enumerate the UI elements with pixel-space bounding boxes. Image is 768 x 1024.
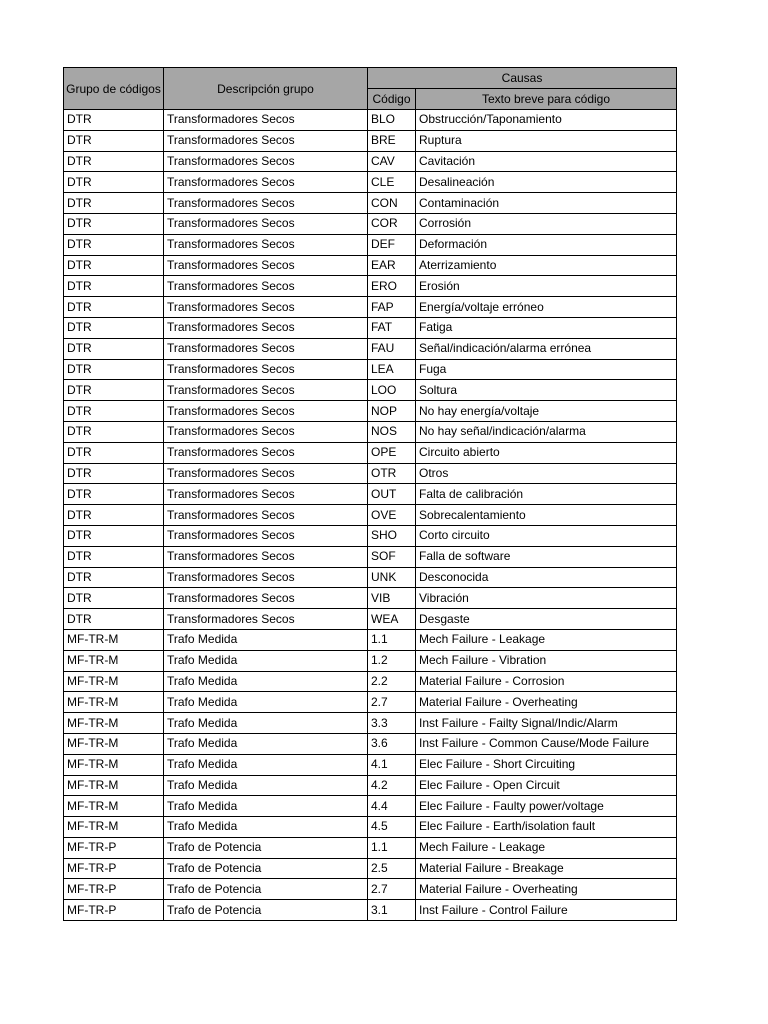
code-cell: 2.7 [368, 692, 416, 713]
group-code-cell: DTR [64, 401, 164, 422]
table-row [64, 193, 677, 214]
short-text-cell: Vibración [416, 588, 677, 609]
group-code-cell: MF-TR-M [64, 817, 164, 838]
group-code-cell: MF-TR-M [64, 629, 164, 650]
group-description-cell: Transformadores Secos [164, 484, 368, 505]
short-text-cell: Material Failure - Overheating [416, 879, 677, 900]
group-code-cell: DTR [64, 255, 164, 276]
table-header [64, 68, 677, 110]
code-cell: NOP [368, 401, 416, 422]
group-description-cell: Transformadores Secos [164, 567, 368, 588]
table-row [64, 213, 677, 234]
short-text-cell: Señal/indicación/alarma errónea [416, 338, 677, 359]
code-cell: CLE [368, 172, 416, 193]
table-row [64, 588, 677, 609]
code-cell: OTR [368, 463, 416, 484]
group-description-cell: Transformadores Secos [164, 401, 368, 422]
group-description-cell: Trafo Medida [164, 796, 368, 817]
group-description-cell: Transformadores Secos [164, 172, 368, 193]
code-cell: WEA [368, 609, 416, 630]
table-row [64, 297, 677, 318]
short-text-cell: Mech Failure - Vibration [416, 650, 677, 671]
short-text-cell: Desalineación [416, 172, 677, 193]
group-code-cell: DTR [64, 317, 164, 338]
short-text-cell: Material Failure - Breakage [416, 858, 677, 879]
table-row [64, 338, 677, 359]
group-code-cell: MF-TR-P [64, 858, 164, 879]
table-row [64, 505, 677, 526]
short-text-cell: Deformación [416, 234, 677, 255]
group-code-cell: DTR [64, 276, 164, 297]
group-code-cell: MF-TR-M [64, 754, 164, 775]
cause-codes-table [63, 67, 677, 921]
table-row [64, 525, 677, 546]
code-cell: OVE [368, 505, 416, 526]
code-cell: FAT [368, 317, 416, 338]
code-cell: 2.2 [368, 671, 416, 692]
table-row [64, 837, 677, 858]
group-description-cell: Transformadores Secos [164, 213, 368, 234]
group-description-cell: Trafo Medida [164, 775, 368, 796]
code-cell: 3.1 [368, 900, 416, 921]
group-description-cell: Transformadores Secos [164, 151, 368, 172]
header-short-text: Texto breve para código [416, 89, 677, 110]
group-code-cell: MF-TR-M [64, 650, 164, 671]
group-description-cell: Trafo Medida [164, 817, 368, 838]
group-description-cell: Trafo Medida [164, 629, 368, 650]
code-cell: EAR [368, 255, 416, 276]
table-row [64, 463, 677, 484]
group-description-cell: Trafo Medida [164, 671, 368, 692]
code-cell: UNK [368, 567, 416, 588]
table-row [64, 110, 677, 131]
short-text-cell: Inst Failure - Common Cause/Mode Failure [416, 733, 677, 754]
table-row [64, 817, 677, 838]
group-code-cell: MF-TR-P [64, 900, 164, 921]
short-text-cell: Sobrecalentamiento [416, 505, 677, 526]
short-text-cell: Falla de software [416, 546, 677, 567]
group-code-cell: DTR [64, 546, 164, 567]
group-code-cell: DTR [64, 588, 164, 609]
short-text-cell: Desgaste [416, 609, 677, 630]
table-row [64, 650, 677, 671]
group-code-cell: DTR [64, 359, 164, 380]
group-code-cell: DTR [64, 172, 164, 193]
code-cell: BRE [368, 130, 416, 151]
code-cell: 1.1 [368, 629, 416, 650]
code-cell: 4.5 [368, 817, 416, 838]
code-cell: 4.4 [368, 796, 416, 817]
group-code-cell: DTR [64, 338, 164, 359]
short-text-cell: Desconocida [416, 567, 677, 588]
group-code-cell: DTR [64, 567, 164, 588]
short-text-cell: Soltura [416, 380, 677, 401]
short-text-cell: Otros [416, 463, 677, 484]
code-cell: SHO [368, 525, 416, 546]
group-description-cell: Transformadores Secos [164, 130, 368, 151]
table-row [64, 421, 677, 442]
short-text-cell: Erosión [416, 276, 677, 297]
table-row [64, 255, 677, 276]
short-text-cell: Circuito abierto [416, 442, 677, 463]
group-description-cell: Transformadores Secos [164, 110, 368, 131]
group-code-cell: MF-TR-M [64, 692, 164, 713]
short-text-cell: Corto circuito [416, 525, 677, 546]
group-code-cell: MF-TR-M [64, 775, 164, 796]
table-row [64, 900, 677, 921]
code-cell: CON [368, 193, 416, 214]
group-code-cell: DTR [64, 110, 164, 131]
table-row [64, 858, 677, 879]
group-code-cell: DTR [64, 442, 164, 463]
short-text-cell: Ruptura [416, 130, 677, 151]
group-description-cell: Transformadores Secos [164, 463, 368, 484]
table-row [64, 359, 677, 380]
table-row [64, 484, 677, 505]
header-causes: Causas [368, 68, 677, 89]
group-description-cell: Transformadores Secos [164, 193, 368, 214]
group-description-cell: Trafo Medida [164, 713, 368, 734]
code-cell: LOO [368, 380, 416, 401]
short-text-cell: Cavitación [416, 151, 677, 172]
table-row [64, 692, 677, 713]
group-code-cell: MF-TR-M [64, 671, 164, 692]
short-text-cell: Inst Failure - Failty Signal/Indic/Alarm [416, 713, 677, 734]
code-cell: ERO [368, 276, 416, 297]
group-description-cell: Transformadores Secos [164, 609, 368, 630]
table-row [64, 151, 677, 172]
table-row [64, 130, 677, 151]
short-text-cell: Inst Failure - Control Failure [416, 900, 677, 921]
group-description-cell: Trafo de Potencia [164, 837, 368, 858]
table-row [64, 380, 677, 401]
group-code-cell: MF-TR-P [64, 837, 164, 858]
code-cell: 4.2 [368, 775, 416, 796]
code-cell: 4.1 [368, 754, 416, 775]
short-text-cell: No hay señal/indicación/alarma [416, 421, 677, 442]
group-code-cell: MF-TR-P [64, 879, 164, 900]
group-description-cell: Transformadores Secos [164, 546, 368, 567]
code-cell: CAV [368, 151, 416, 172]
group-description-cell: Transformadores Secos [164, 338, 368, 359]
group-description-cell: Transformadores Secos [164, 421, 368, 442]
code-cell: FAP [368, 297, 416, 318]
group-code-cell: DTR [64, 380, 164, 401]
table-row [64, 234, 677, 255]
short-text-cell: Energía/voltaje erróneo [416, 297, 677, 318]
short-text-cell: Fuga [416, 359, 677, 380]
group-code-cell: MF-TR-M [64, 796, 164, 817]
group-description-cell: Transformadores Secos [164, 317, 368, 338]
table-row [64, 546, 677, 567]
short-text-cell: Material Failure - Overheating [416, 692, 677, 713]
table-row [64, 775, 677, 796]
code-cell: LEA [368, 359, 416, 380]
code-cell: 3.3 [368, 713, 416, 734]
group-description-cell: Transformadores Secos [164, 255, 368, 276]
header-group-code: Grupo de códigos [64, 68, 164, 110]
group-code-cell: DTR [64, 609, 164, 630]
group-description-cell: Trafo Medida [164, 733, 368, 754]
code-cell: 2.5 [368, 858, 416, 879]
header-code: Código [368, 89, 416, 110]
table-row [64, 276, 677, 297]
group-description-cell: Transformadores Secos [164, 442, 368, 463]
code-cell: DEF [368, 234, 416, 255]
group-description-cell: Transformadores Secos [164, 505, 368, 526]
table-row [64, 754, 677, 775]
group-description-cell: Trafo Medida [164, 692, 368, 713]
short-text-cell: Falta de calibración [416, 484, 677, 505]
group-description-cell: Trafo de Potencia [164, 858, 368, 879]
group-code-cell: DTR [64, 525, 164, 546]
code-cell: 1.1 [368, 837, 416, 858]
short-text-cell: Obstrucción/Taponamiento [416, 110, 677, 131]
short-text-cell: Corrosión [416, 213, 677, 234]
table-row [64, 442, 677, 463]
code-cell: BLO [368, 110, 416, 131]
header-group-description: Descripción grupo [164, 68, 368, 110]
table-row [64, 567, 677, 588]
group-code-cell: DTR [64, 234, 164, 255]
group-code-cell: DTR [64, 421, 164, 442]
group-code-cell: DTR [64, 193, 164, 214]
table-row [64, 629, 677, 650]
group-description-cell: Transformadores Secos [164, 297, 368, 318]
short-text-cell: Aterrizamiento [416, 255, 677, 276]
group-description-cell: Transformadores Secos [164, 588, 368, 609]
code-cell: COR [368, 213, 416, 234]
code-cell: 3.6 [368, 733, 416, 754]
table-row [64, 401, 677, 422]
code-cell: OPE [368, 442, 416, 463]
short-text-cell: Mech Failure - Leakage [416, 629, 677, 650]
group-description-cell: Transformadores Secos [164, 525, 368, 546]
short-text-cell: Material Failure - Corrosion [416, 671, 677, 692]
group-description-cell: Trafo de Potencia [164, 900, 368, 921]
group-code-cell: DTR [64, 463, 164, 484]
group-code-cell: DTR [64, 484, 164, 505]
table-row [64, 713, 677, 734]
table-body [64, 110, 677, 921]
table-row [64, 609, 677, 630]
short-text-cell: Elec Failure - Short Circuiting [416, 754, 677, 775]
group-code-cell: MF-TR-M [64, 713, 164, 734]
code-cell: OUT [368, 484, 416, 505]
table-row [64, 733, 677, 754]
group-code-cell: DTR [64, 213, 164, 234]
short-text-cell: Fatiga [416, 317, 677, 338]
group-description-cell: Trafo Medida [164, 650, 368, 671]
table-row [64, 172, 677, 193]
table-row [64, 879, 677, 900]
group-description-cell: Trafo de Potencia [164, 879, 368, 900]
code-cell: NOS [368, 421, 416, 442]
short-text-cell: No hay energía/voltaje [416, 401, 677, 422]
table-row [64, 796, 677, 817]
group-description-cell: Transformadores Secos [164, 234, 368, 255]
table-row [64, 671, 677, 692]
group-description-cell: Transformadores Secos [164, 380, 368, 401]
code-cell: SOF [368, 546, 416, 567]
group-description-cell: Transformadores Secos [164, 359, 368, 380]
table-row [64, 317, 677, 338]
group-code-cell: DTR [64, 297, 164, 318]
group-description-cell: Transformadores Secos [164, 276, 368, 297]
group-code-cell: MF-TR-M [64, 733, 164, 754]
code-cell: 2.7 [368, 879, 416, 900]
group-code-cell: DTR [64, 130, 164, 151]
short-text-cell: Contaminación [416, 193, 677, 214]
code-cell: 1.2 [368, 650, 416, 671]
short-text-cell: Elec Failure - Earth/isolation fault [416, 817, 677, 838]
short-text-cell: Mech Failure - Leakage [416, 837, 677, 858]
short-text-cell: Elec Failure - Faulty power/voltage [416, 796, 677, 817]
group-code-cell: DTR [64, 151, 164, 172]
group-code-cell: DTR [64, 505, 164, 526]
code-cell: VIB [368, 588, 416, 609]
short-text-cell: Elec Failure - Open Circuit [416, 775, 677, 796]
code-cell: FAU [368, 338, 416, 359]
group-description-cell: Trafo Medida [164, 754, 368, 775]
